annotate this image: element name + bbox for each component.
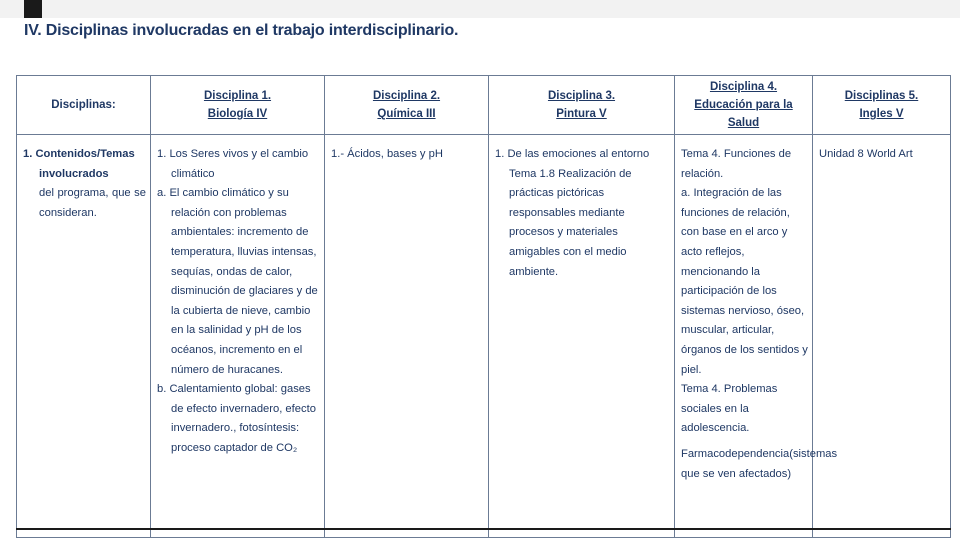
biologia-item-b: b. Calentamiento global: gases xyxy=(157,383,311,396)
header-disciplina-3-name: Pintura V xyxy=(556,108,607,120)
header-disciplina-3 xyxy=(489,76,675,135)
biologia-item-1: 1. Los Seres vivos y el cambio xyxy=(157,148,309,160)
row-label-description: del programa, que se consideran. xyxy=(39,187,146,219)
disciplines-table xyxy=(16,75,951,538)
header-disciplina-1-name: Biología IV xyxy=(207,108,268,120)
biologia-item-b-continuation: de efecto invernadero, efecto invernadero., fotosíntesis: proceso captador de CO₂ xyxy=(171,402,316,454)
header-disciplina-1 xyxy=(151,76,325,135)
top-band xyxy=(0,0,960,18)
header-disciplina-4-name: Educación para la Salud xyxy=(694,99,793,129)
header-disciplina-3-number: Disciplina 3. xyxy=(547,90,616,102)
pintura-item-1-continuation: Tema 1.8 Realización de prácticas pictóricas responsables mediante procesos y materiales amigables con el medio ambiente. xyxy=(509,167,632,278)
cell-biologia xyxy=(151,135,325,538)
salud-paragraph-3: Tema 4. Problemas sociales en la adolescencia. xyxy=(681,383,778,435)
ingles-item-1: Unidad 8 World Art xyxy=(819,148,913,160)
header-disciplina-5 xyxy=(813,76,951,135)
header-disciplina-5-name: Ingles V xyxy=(859,108,904,120)
cell-pintura xyxy=(489,135,675,538)
header-disciplina-1-number: Disciplina 1. xyxy=(203,90,272,102)
salud-paragraph-1: Tema 4. Funciones de relación. xyxy=(681,148,792,180)
slide-corner-mark xyxy=(24,0,42,18)
row-label-title: 1. Contenidos/Temas xyxy=(23,148,135,160)
header-disciplina-5-number: Disciplinas 5. xyxy=(844,90,919,102)
table-row xyxy=(17,135,951,538)
salud-paragraph-2: a. Integración de las funciones de relación, con base en el arco y acto reflejos, mencionando la participación de los sistemas nervioso, óseo, muscular, articular, órganos de los sentidos y piel. xyxy=(681,187,808,376)
header-disciplinas xyxy=(17,76,151,135)
table-header-row xyxy=(17,76,951,135)
disciplines-table-wrapper xyxy=(16,75,951,538)
section-title: IV. Disciplinas involucradas en el trabajo interdisciplinario. xyxy=(24,22,459,39)
header-disciplinas-label: Disciplinas: xyxy=(51,99,116,111)
header-disciplina-4-number: Disciplina 4. xyxy=(709,81,778,93)
row-label-subtitle: involucrados xyxy=(39,167,109,180)
cell-row-label xyxy=(17,135,151,538)
biologia-item-a: a. El cambio climático y su xyxy=(157,187,289,200)
biologia-item-1-continuation: climático xyxy=(171,167,215,180)
header-disciplina-2-number: Disciplina 2. xyxy=(372,90,441,102)
pintura-item-1: 1. De las emociones al entorno xyxy=(495,148,650,160)
quimica-item-1: 1.- Ácidos, bases y pH xyxy=(331,148,443,160)
cell-quimica xyxy=(325,135,489,538)
bottom-divider xyxy=(16,528,951,530)
cell-educacion-salud xyxy=(675,135,838,538)
header-disciplina-2-name: Química III xyxy=(377,108,436,120)
header-disciplina-4 xyxy=(675,76,813,135)
cell-ingles xyxy=(813,135,951,538)
header-disciplina-2 xyxy=(325,76,489,135)
biologia-item-a-continuation: relación con problemas ambientales: incremento de temperatura, lluvias intensas, sequías, ondas de calor, disminución de glaciares y de la cubierta de nieve, cambio en la salinidad y pH de los océanos, incremento en el número de huracanes. xyxy=(171,206,318,376)
salud-paragraph-4: Farmacodependencia(sistemas que se ven afectados) xyxy=(681,447,838,480)
